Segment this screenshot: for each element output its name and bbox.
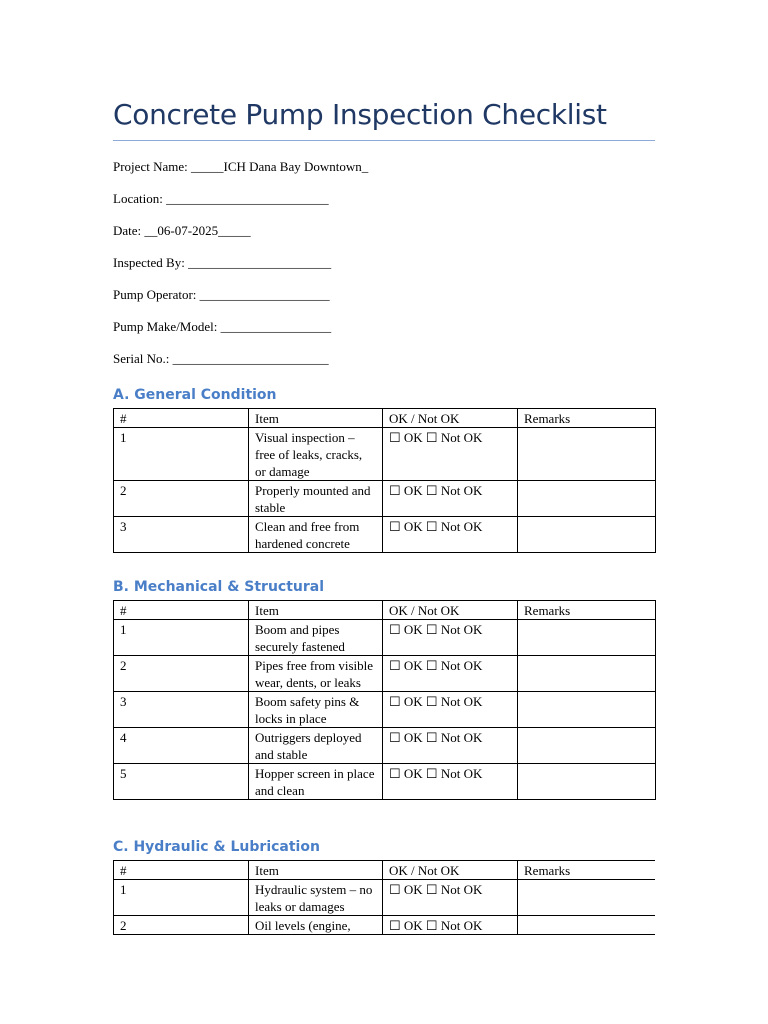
header-number: #	[114, 601, 249, 620]
checklist-table	[113, 408, 656, 553]
header-number: #	[114, 409, 249, 428]
checklist-table	[113, 860, 655, 935]
row-status-checkboxes[interactable]: ☐ OK ☐ Not OK	[383, 620, 518, 656]
row-remarks[interactable]	[518, 428, 656, 481]
header-status: OK / Not OK	[383, 601, 518, 620]
row-remarks[interactable]	[518, 916, 656, 935]
row-number: 3	[114, 517, 249, 553]
row-number: 1	[114, 620, 249, 656]
table-row	[114, 656, 656, 692]
row-item: Oil levels (engine,	[249, 916, 383, 935]
row-number: 4	[114, 728, 249, 764]
row-number: 1	[114, 428, 249, 481]
table-header-row	[114, 861, 656, 880]
table-row	[114, 428, 656, 481]
row-status-checkboxes[interactable]: ☐ OK ☐ Not OK	[383, 880, 518, 916]
header-fields	[113, 159, 655, 383]
row-item: Properly mounted and stable	[249, 481, 383, 517]
header-item: Item	[249, 601, 383, 620]
row-remarks[interactable]	[518, 656, 656, 692]
row-status-checkboxes[interactable]: ☐ OK ☐ Not OK	[383, 656, 518, 692]
section-heading: B. Mechanical & Structural	[113, 579, 325, 595]
row-remarks[interactable]	[518, 692, 656, 728]
table-header-row	[114, 601, 656, 620]
header-item: Item	[249, 409, 383, 428]
row-status-checkboxes[interactable]: ☐ OK ☐ Not OK	[383, 728, 518, 764]
table-row	[114, 620, 656, 656]
row-item: Boom and pipes securely fastened	[249, 620, 383, 656]
section-general-condition	[113, 385, 655, 553]
row-item: Visual inspection – free of leaks, cracks, or damage	[249, 428, 383, 481]
row-number: 5	[114, 764, 249, 800]
table-row	[114, 481, 656, 517]
row-status-checkboxes[interactable]: ☐ OK ☐ Not OK	[383, 692, 518, 728]
field-pump-operator: Pump Operator: ____________________	[113, 287, 330, 302]
section-heading: A. General Condition	[113, 387, 277, 403]
row-remarks[interactable]	[518, 728, 656, 764]
header-status: OK / Not OK	[383, 861, 518, 880]
row-item: Pipes free from visible wear, dents, or leaks	[249, 656, 383, 692]
row-number: 2	[114, 481, 249, 517]
row-item: Hydraulic system – no leaks or damages	[249, 880, 383, 916]
header-remarks: Remarks	[518, 409, 656, 428]
row-remarks[interactable]	[518, 620, 656, 656]
field-pump-make-model: Pump Make/Model: _________________	[113, 319, 332, 334]
row-remarks[interactable]	[518, 481, 656, 517]
table-row	[114, 764, 656, 800]
header-status: OK / Not OK	[383, 409, 518, 428]
header-item: Item	[249, 861, 383, 880]
section-hydraulic-lubrication	[113, 837, 655, 954]
header-remarks: Remarks	[518, 601, 656, 620]
page-title: Concrete Pump Inspection Checklist	[113, 96, 655, 141]
row-item: Hopper screen in place and clean	[249, 764, 383, 800]
row-number: 2	[114, 656, 249, 692]
row-status-checkboxes[interactable]: ☐ OK ☐ Not OK	[383, 481, 518, 517]
header-remarks: Remarks	[518, 861, 656, 880]
checklist-table	[113, 600, 656, 800]
row-number: 1	[114, 880, 249, 916]
row-item: Boom safety pins & locks in place	[249, 692, 383, 728]
row-remarks[interactable]	[518, 764, 656, 800]
section-mechanical-structural	[113, 577, 655, 800]
field-serial-no: Serial No.: ________________________	[113, 351, 329, 366]
header-number: #	[114, 861, 249, 880]
field-date: Date: __06-07-2025_____	[113, 223, 251, 238]
row-status-checkboxes[interactable]: ☐ OK ☐ Not OK	[383, 764, 518, 800]
field-project-name: Project Name: _____ICH Dana Bay Downtown_	[113, 159, 369, 174]
table-row	[114, 517, 656, 553]
section-heading: C. Hydraulic & Lubrication	[113, 839, 320, 855]
table-row	[114, 728, 656, 764]
row-remarks[interactable]	[518, 880, 656, 916]
row-number: 2	[114, 916, 249, 935]
row-remarks[interactable]	[518, 517, 656, 553]
row-status-checkboxes[interactable]: ☐ OK ☐ Not OK	[383, 428, 518, 481]
table-row	[114, 880, 656, 916]
field-inspected-by: Inspected By: ______________________	[113, 255, 332, 270]
table-clip	[113, 860, 655, 954]
table-row	[114, 916, 656, 935]
row-status-checkboxes[interactable]: ☐ OK ☐ Not OK	[383, 916, 518, 935]
row-item: Outriggers deployed and stable	[249, 728, 383, 764]
row-status-checkboxes[interactable]: ☐ OK ☐ Not OK	[383, 517, 518, 553]
document-page	[113, 96, 655, 383]
field-location: Location: _________________________	[113, 191, 329, 206]
table-header-row	[114, 409, 656, 428]
row-number: 3	[114, 692, 249, 728]
table-row	[114, 692, 656, 728]
row-item: Clean and free from hardened concrete	[249, 517, 383, 553]
